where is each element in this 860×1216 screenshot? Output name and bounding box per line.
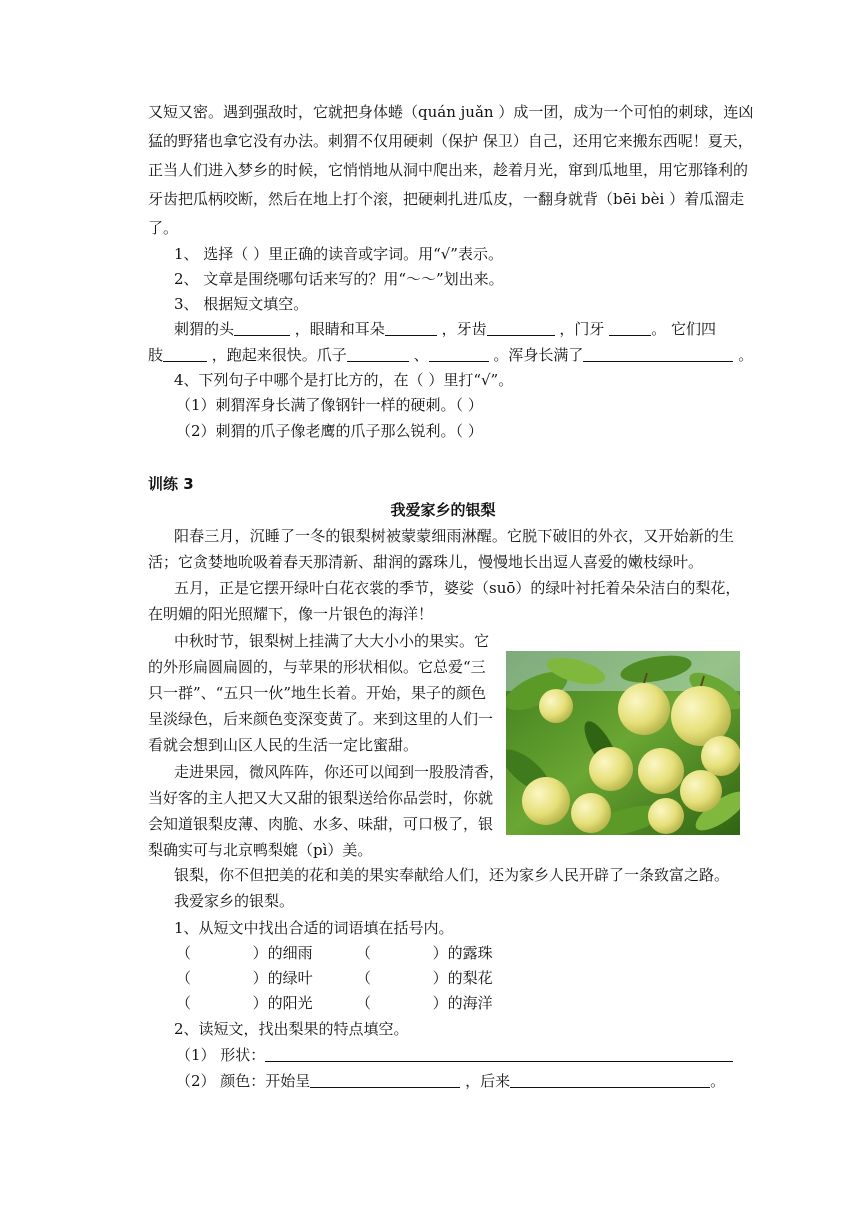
paren-close: ） — [252, 969, 268, 987]
question-2: 2、 文章是围绕哪句话来写的？用“～～”划出来。 — [174, 270, 504, 288]
paren-open: （ — [176, 969, 192, 987]
text-line: 正当人们进入梦乡的时候，它悄悄地从洞中爬出来，趁着月光，窜到瓜地里，用它那锋利的 — [148, 161, 749, 179]
paren-row — [176, 965, 313, 991]
text-line: 看就会想到山区人民的生活一定比蜜甜。 — [148, 736, 419, 754]
paren-word: 的细雨 — [267, 944, 313, 962]
text-line: 活；它贪婪地吮吸着春天那清新、甜润的露珠儿，慢慢地长出逗人喜爱的嫩枝绿叶。 — [148, 553, 704, 571]
fill-text: 。 — [738, 346, 754, 364]
option-item: （1）刺猬浑身长满了像钢针一样的硬刺。（ ） — [176, 396, 483, 414]
blank-line[interactable] — [347, 343, 409, 362]
question-2-1: 1、从短文中找出合适的词语填在括号内。 — [174, 919, 454, 937]
paren-open: （ — [176, 944, 192, 962]
question-1: 1、 选择（ ）里正确的读音或字词。用“√”表示。 — [174, 245, 503, 263]
blank-line[interactable] — [487, 317, 555, 336]
paren-row — [176, 940, 313, 966]
fill-text: 。浑身长满了 — [493, 346, 584, 364]
paren-row — [356, 940, 493, 966]
blank-line[interactable] — [163, 343, 207, 362]
blank-line[interactable] — [510, 1069, 710, 1088]
text-line: 了。 — [148, 219, 179, 237]
article-title: 我爱家乡的银梨 — [390, 501, 496, 519]
blank-line[interactable] — [265, 1043, 733, 1062]
text-line: 牙齿把瓜柄咬断，然后在地上打个滚，把硬刺扎进瓜皮，一翻身就背（bēi bèi ）着瓜溜走 — [148, 190, 745, 208]
text-line: 猛的野猪也拿它没有办法。刺猬不仅用硬刺（保护 保卫）自己，还用它来搬东西呢！夏天， — [148, 132, 753, 150]
blank-line[interactable] — [583, 343, 733, 362]
blank-line[interactable] — [609, 317, 651, 336]
text-line: 阳春三月，沉睡了一冬的银梨树被蒙蒙细雨淋醒。它脱下破旧的外衣，又开始新的生 — [174, 527, 734, 545]
paren-word: 的海洋 — [447, 994, 493, 1012]
paren-row — [356, 990, 493, 1016]
section-label: 训练 3 — [148, 475, 194, 493]
blank-line[interactable] — [385, 317, 437, 336]
paren-close: ） — [432, 969, 448, 987]
paren-open: （ — [356, 994, 372, 1012]
color-end: 。 — [710, 1072, 726, 1090]
text-line: 银梨，你不但把美的花和美的果实奉献给人们，还为家乡人民开辟了一条致富之路。 — [174, 866, 730, 884]
text-line: 的外形扁圆扁圆的，与苹果的形状相似。它总爱“三 — [148, 658, 486, 676]
paren-close: ） — [432, 944, 448, 962]
text-line: 五月，正是它摆开绿叶白花衣裳的季节，婆娑（suō）的绿叶衬托着朵朵洁白的梨花， — [174, 579, 741, 597]
paren-open: （ — [356, 969, 372, 987]
text-line: 又短又密。遇到强敌时，它就把身体蜷（quán juǎn ）成一团，成为一个可怕的刺球，连凶 — [148, 103, 754, 121]
fill-text: ，牙齿 — [441, 320, 487, 338]
fill-line-1 — [174, 316, 734, 342]
paren-word: 的梨花 — [447, 969, 493, 987]
color-fill — [176, 1068, 766, 1094]
blank-line[interactable] — [310, 1069, 460, 1088]
fill-text: 、 — [413, 346, 429, 364]
paren-row — [356, 965, 493, 991]
paren-word: 的阳光 — [267, 994, 313, 1012]
question-2-2: 2、读短文，找出梨果的特点填空。 — [174, 1020, 409, 1038]
fill-text: ，眼睛和耳朵 — [294, 320, 385, 338]
text-line: 当好客的主人把又大又甜的银梨送给你品尝时，你就 — [148, 789, 494, 807]
shape-fill — [176, 1042, 766, 1068]
paren-close: ） — [252, 994, 268, 1012]
color-mid: ，后来 — [465, 1072, 511, 1090]
text-line: 会知道银梨皮薄、肉脆、水多、味甜，可口极了，银 — [148, 815, 494, 833]
fill-text: ，跑起来很快。爪子 — [211, 346, 347, 364]
text-line: 呈淡绿色，后来颜色变深变黄了。来到这里的人们一 — [148, 710, 494, 728]
shape-label: （1） 形状： — [176, 1046, 266, 1064]
fill-text: 肢 — [148, 346, 164, 364]
option-item: （2）刺猬的爪子像老鹰的爪子那么锐利。（ ） — [176, 422, 483, 440]
fill-line-2 — [148, 342, 754, 368]
text-line: 只一群”、“五只一伙”地生长着。开始，果子的颜色 — [148, 684, 487, 702]
paren-word: 的绿叶 — [267, 969, 313, 987]
paren-row — [176, 990, 313, 1016]
fill-text: ，门牙 — [559, 320, 605, 338]
paren-word: 的露珠 — [447, 944, 493, 962]
paren-open: （ — [176, 994, 192, 1012]
fill-text: 。 它们四 — [651, 320, 716, 338]
text-line: 在明媚的阳光照耀下，像一片银色的海洋！ — [148, 605, 434, 623]
blank-line[interactable] — [429, 343, 489, 362]
text-line: 走进果园，微风阵阵，你还可以闻到一股股清香， — [174, 763, 505, 781]
question-3: 3、 根据短文填空。 — [174, 295, 309, 313]
pear-photo — [506, 651, 740, 835]
paren-open: （ — [356, 944, 372, 962]
question-4: 4、下列句子中哪个是打比方的，在（ ）里打“√”。 — [174, 371, 514, 389]
paren-close: ） — [252, 944, 268, 962]
text-line: 中秋时节，银梨树上挂满了大大小小的果实。它 — [174, 632, 490, 650]
fill-text: 刺猬的头 — [174, 320, 235, 338]
color-label: （2） 颜色：开始呈 — [176, 1072, 311, 1090]
paren-close: ） — [432, 994, 448, 1012]
text-line: 梨确实可与北京鸭梨媲（pì）美。 — [148, 841, 373, 859]
text-line: 我爱家乡的银梨。 — [174, 892, 295, 910]
blank-line[interactable] — [234, 317, 290, 336]
